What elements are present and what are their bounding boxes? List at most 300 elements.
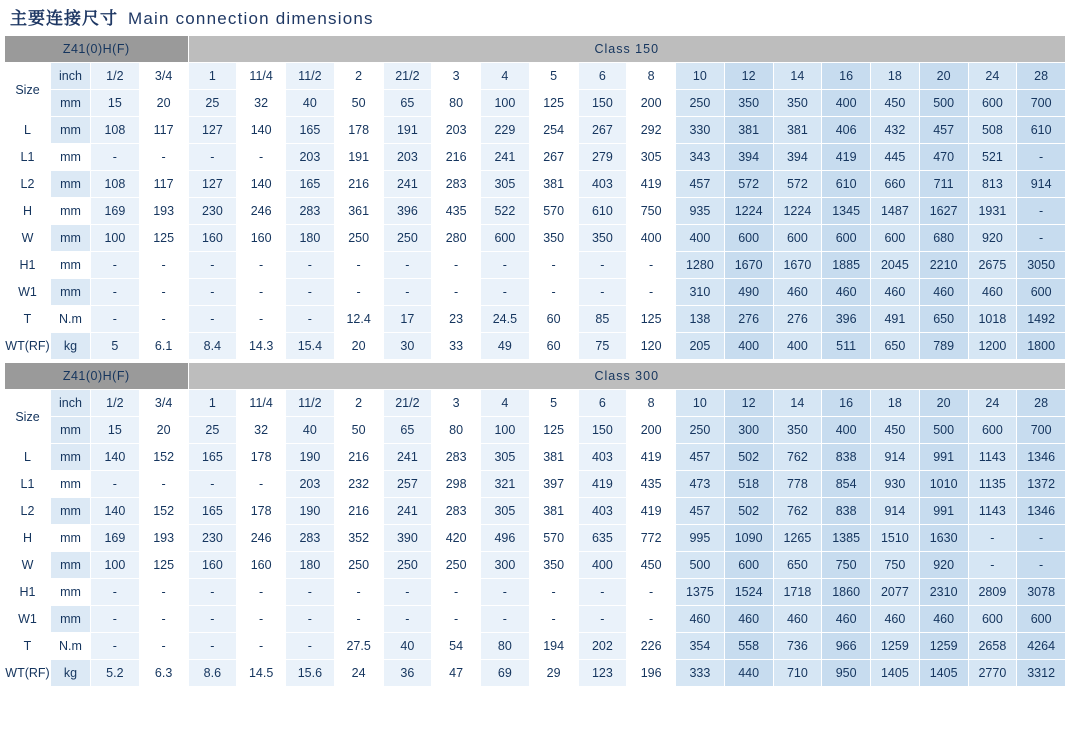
size-inch-cell: 20 — [919, 390, 968, 417]
row-label: W1 — [5, 606, 51, 633]
row-label: H1 — [5, 579, 51, 606]
data-cell: 196 — [627, 660, 676, 687]
data-cell: 2770 — [968, 660, 1017, 687]
data-cell: - — [481, 279, 530, 306]
data-cell: 403 — [578, 171, 627, 198]
data-cell: 600 — [968, 606, 1017, 633]
data-cell: 216 — [334, 171, 383, 198]
size-mm-cell: 50 — [334, 90, 383, 117]
data-cell: 400 — [578, 552, 627, 579]
data-cell: - — [91, 279, 140, 306]
data-cell: - — [578, 579, 627, 606]
table-row — [5, 198, 1066, 225]
data-cell: 600 — [1017, 606, 1066, 633]
table-row — [5, 579, 1066, 606]
data-cell: 1090 — [724, 525, 773, 552]
data-cell: - — [1017, 525, 1066, 552]
data-cell: 125 — [139, 552, 188, 579]
size-inch-cell: 28 — [1017, 390, 1066, 417]
row-label: H — [5, 525, 51, 552]
data-cell: 500 — [676, 552, 725, 579]
data-cell: 1259 — [919, 633, 968, 660]
data-cell: 502 — [724, 444, 773, 471]
size-inch-cell: 14 — [773, 63, 822, 90]
size-inch-cell: 12 — [724, 390, 773, 417]
data-cell: 490 — [724, 279, 773, 306]
model-label: Z41(0)H(F) — [5, 36, 189, 63]
data-cell: 283 — [432, 171, 481, 198]
tables-host — [4, 35, 1066, 687]
data-cell: 1224 — [724, 198, 773, 225]
data-cell: - — [286, 279, 335, 306]
data-cell: 246 — [237, 525, 286, 552]
data-cell: 49 — [481, 333, 530, 360]
data-cell: 250 — [383, 552, 432, 579]
data-cell: 610 — [822, 171, 871, 198]
data-cell: 460 — [968, 279, 1017, 306]
data-cell: - — [432, 579, 481, 606]
data-cell: 1280 — [676, 252, 725, 279]
data-cell: 435 — [432, 198, 481, 225]
data-cell: - — [139, 279, 188, 306]
data-cell: - — [139, 606, 188, 633]
data-cell: - — [334, 606, 383, 633]
size-mm-cell: 100 — [481, 90, 530, 117]
data-cell: 457 — [676, 498, 725, 525]
data-cell: 85 — [578, 306, 627, 333]
table-row — [5, 660, 1066, 687]
data-cell: 190 — [286, 498, 335, 525]
data-cell: - — [237, 279, 286, 306]
data-cell: 1860 — [822, 579, 871, 606]
data-cell: 216 — [334, 444, 383, 471]
unit-inch: inch — [51, 63, 91, 90]
size-inch-cell: 3/4 — [139, 390, 188, 417]
data-cell: 280 — [432, 225, 481, 252]
page-title-en: Main connection dimensions — [128, 9, 374, 28]
size-inch-cell: 6 — [578, 63, 627, 90]
size-mm-cell: 450 — [871, 90, 920, 117]
size-inch-cell: 16 — [822, 390, 871, 417]
row-label: T — [5, 306, 51, 333]
row-label: L2 — [5, 498, 51, 525]
data-cell: 381 — [529, 444, 578, 471]
data-cell: 257 — [383, 471, 432, 498]
data-cell: 920 — [919, 552, 968, 579]
data-cell: 750 — [822, 552, 871, 579]
size-mm-cell: 400 — [822, 417, 871, 444]
data-cell: 381 — [724, 117, 773, 144]
dimension-table-2 — [4, 362, 1066, 687]
size-mm-cell: 250 — [676, 417, 725, 444]
data-cell: 108 — [91, 117, 140, 144]
data-cell: 1405 — [871, 660, 920, 687]
data-cell: 178 — [334, 117, 383, 144]
data-cell: - — [968, 552, 1017, 579]
table-row — [5, 471, 1066, 498]
model-label: Z41(0)H(F) — [5, 363, 189, 390]
data-cell: 1492 — [1017, 306, 1066, 333]
unit-inch: inch — [51, 390, 91, 417]
size-inch-cell: 14 — [773, 390, 822, 417]
data-cell: 1487 — [871, 198, 920, 225]
data-cell: 100 — [91, 552, 140, 579]
page-title — [4, 0, 1066, 35]
data-cell: - — [237, 633, 286, 660]
data-cell: 283 — [432, 498, 481, 525]
data-cell: 125 — [627, 306, 676, 333]
data-cell: - — [91, 252, 140, 279]
data-cell: 254 — [529, 117, 578, 144]
data-cell: 460 — [773, 279, 822, 306]
data-cell: 230 — [188, 525, 237, 552]
size-inch-cell: 5 — [529, 390, 578, 417]
data-cell: 838 — [822, 444, 871, 471]
data-cell: 216 — [334, 498, 383, 525]
size-mm-cell: 200 — [627, 90, 676, 117]
data-cell: 160 — [188, 552, 237, 579]
data-cell: 558 — [724, 633, 773, 660]
data-cell: 350 — [578, 225, 627, 252]
data-cell: - — [383, 606, 432, 633]
data-cell: 283 — [432, 444, 481, 471]
size-inch-cell: 12 — [724, 63, 773, 90]
data-cell: 47 — [432, 660, 481, 687]
data-cell: 991 — [919, 444, 968, 471]
data-cell: - — [529, 606, 578, 633]
page-title-cn: 主要连接尺寸 — [10, 9, 118, 28]
data-cell: 241 — [383, 498, 432, 525]
size-mm-cell: 80 — [432, 417, 481, 444]
data-cell: 354 — [676, 633, 725, 660]
data-cell: 600 — [822, 225, 871, 252]
data-cell: 120 — [627, 333, 676, 360]
data-cell: 1375 — [676, 579, 725, 606]
row-label: H1 — [5, 252, 51, 279]
table-row — [5, 444, 1066, 471]
data-cell: 27.5 — [334, 633, 383, 660]
size-mm-cell: 25 — [188, 417, 237, 444]
row-unit: mm — [51, 225, 91, 252]
data-cell: 191 — [383, 117, 432, 144]
data-cell: 169 — [91, 525, 140, 552]
row-label: H — [5, 198, 51, 225]
data-cell: 750 — [627, 198, 676, 225]
row-label-size: Size — [5, 390, 51, 444]
data-cell: 152 — [139, 444, 188, 471]
data-cell: 20 — [334, 333, 383, 360]
row-unit: mm — [51, 171, 91, 198]
data-cell: - — [237, 579, 286, 606]
size-mm-cell: 600 — [968, 417, 1017, 444]
row-unit: mm — [51, 252, 91, 279]
data-cell: 190 — [286, 444, 335, 471]
data-cell: 125 — [139, 225, 188, 252]
data-cell: 24 — [334, 660, 383, 687]
data-cell: 419 — [627, 498, 676, 525]
row-unit: mm — [51, 444, 91, 471]
dimension-table-1 — [4, 35, 1066, 360]
data-cell: - — [578, 279, 627, 306]
data-cell: 250 — [334, 552, 383, 579]
size-mm-cell: 15 — [91, 90, 140, 117]
data-cell: 5.2 — [91, 660, 140, 687]
data-cell: 403 — [578, 444, 627, 471]
data-cell: - — [237, 606, 286, 633]
data-cell: - — [383, 252, 432, 279]
data-cell: - — [334, 279, 383, 306]
data-cell: 1346 — [1017, 498, 1066, 525]
data-cell: - — [91, 471, 140, 498]
data-cell: - — [188, 633, 237, 660]
size-inch-row — [5, 63, 1066, 90]
data-cell: 762 — [773, 498, 822, 525]
data-cell: 1405 — [919, 660, 968, 687]
data-cell: 460 — [724, 606, 773, 633]
row-label: T — [5, 633, 51, 660]
data-cell: - — [286, 306, 335, 333]
data-cell: 600 — [871, 225, 920, 252]
data-cell: 15.4 — [286, 333, 335, 360]
size-inch-cell: 8 — [627, 63, 676, 90]
data-cell: 460 — [871, 279, 920, 306]
data-cell: 460 — [822, 279, 871, 306]
data-cell: 854 — [822, 471, 871, 498]
data-cell: 305 — [481, 498, 530, 525]
table-row — [5, 333, 1066, 360]
data-cell: 123 — [578, 660, 627, 687]
data-cell: 457 — [919, 117, 968, 144]
data-cell: - — [334, 252, 383, 279]
data-cell: 203 — [286, 471, 335, 498]
size-inch-cell: 18 — [871, 390, 920, 417]
data-cell: 292 — [627, 117, 676, 144]
data-cell: 250 — [334, 225, 383, 252]
data-cell: 572 — [773, 171, 822, 198]
data-cell: 80 — [481, 633, 530, 660]
data-cell: - — [91, 606, 140, 633]
data-cell: - — [286, 606, 335, 633]
data-cell: - — [1017, 144, 1066, 171]
size-inch-cell: 20 — [919, 63, 968, 90]
size-mm-cell: 350 — [773, 417, 822, 444]
size-inch-cell: 16 — [822, 63, 871, 90]
data-cell: 193 — [139, 525, 188, 552]
size-mm-cell: 20 — [139, 417, 188, 444]
data-cell: 202 — [578, 633, 627, 660]
data-cell: 394 — [724, 144, 773, 171]
data-cell: 511 — [822, 333, 871, 360]
size-inch-cell: 21/2 — [383, 63, 432, 90]
size-inch-cell: 2 — [334, 63, 383, 90]
data-cell: 400 — [773, 333, 822, 360]
data-cell: 330 — [676, 117, 725, 144]
data-cell: 400 — [724, 333, 773, 360]
data-cell: 305 — [627, 144, 676, 171]
data-cell: 203 — [383, 144, 432, 171]
data-cell: 100 — [91, 225, 140, 252]
data-cell: - — [188, 606, 237, 633]
data-cell: 8.4 — [188, 333, 237, 360]
data-cell: 914 — [871, 444, 920, 471]
data-cell: 203 — [432, 117, 481, 144]
data-cell: 2045 — [871, 252, 920, 279]
data-cell: - — [286, 579, 335, 606]
data-cell: - — [432, 252, 481, 279]
data-cell: 180 — [286, 552, 335, 579]
data-cell: 1670 — [773, 252, 822, 279]
data-cell: - — [237, 144, 286, 171]
data-cell: 473 — [676, 471, 725, 498]
data-cell: 930 — [871, 471, 920, 498]
pressure-class-label: Class 150 — [188, 36, 1066, 63]
size-inch-cell: 1 — [188, 63, 237, 90]
data-cell: - — [1017, 198, 1066, 225]
data-cell: 343 — [676, 144, 725, 171]
row-unit: mm — [51, 117, 91, 144]
data-cell: 4264 — [1017, 633, 1066, 660]
data-cell: 762 — [773, 444, 822, 471]
size-inch-cell: 3 — [432, 390, 481, 417]
size-inch-cell: 21/2 — [383, 390, 432, 417]
data-cell: - — [139, 252, 188, 279]
data-cell: 203 — [286, 144, 335, 171]
data-cell: 600 — [724, 552, 773, 579]
row-unit: mm — [51, 198, 91, 225]
table-row — [5, 498, 1066, 525]
data-cell: 381 — [773, 117, 822, 144]
data-cell: 650 — [871, 333, 920, 360]
data-cell: - — [139, 144, 188, 171]
data-cell: - — [578, 252, 627, 279]
size-inch-cell: 4 — [481, 63, 530, 90]
size-mm-cell: 50 — [334, 417, 383, 444]
data-cell: 396 — [383, 198, 432, 225]
data-cell: - — [91, 144, 140, 171]
unit-mm: mm — [51, 417, 91, 444]
data-cell: 2675 — [968, 252, 1017, 279]
row-unit: mm — [51, 525, 91, 552]
data-cell: 610 — [1017, 117, 1066, 144]
data-cell: 390 — [383, 525, 432, 552]
row-label: WT(RF) — [5, 660, 51, 687]
data-cell: 1346 — [1017, 444, 1066, 471]
data-cell: 460 — [871, 606, 920, 633]
data-cell: - — [91, 306, 140, 333]
data-cell: 920 — [968, 225, 1017, 252]
unit-mm: mm — [51, 90, 91, 117]
data-cell: 333 — [676, 660, 725, 687]
data-cell: - — [139, 579, 188, 606]
data-cell: 460 — [676, 606, 725, 633]
table-row — [5, 279, 1066, 306]
data-cell: 241 — [383, 171, 432, 198]
size-mm-cell: 150 — [578, 417, 627, 444]
data-cell: 2809 — [968, 579, 1017, 606]
data-cell: 457 — [676, 444, 725, 471]
data-cell: 321 — [481, 471, 530, 498]
size-mm-row — [5, 417, 1066, 444]
data-cell: 216 — [432, 144, 481, 171]
data-cell: - — [383, 579, 432, 606]
data-cell: 502 — [724, 498, 773, 525]
size-mm-cell: 25 — [188, 90, 237, 117]
data-cell: 496 — [481, 525, 530, 552]
data-cell: - — [627, 252, 676, 279]
data-cell: 140 — [91, 498, 140, 525]
row-label-size: Size — [5, 63, 51, 117]
size-inch-cell: 11/2 — [286, 390, 335, 417]
data-cell: - — [91, 633, 140, 660]
data-cell: 232 — [334, 471, 383, 498]
data-cell: 521 — [968, 144, 1017, 171]
data-cell: 127 — [188, 117, 237, 144]
size-mm-cell: 32 — [237, 90, 286, 117]
data-cell: 1265 — [773, 525, 822, 552]
data-cell: 165 — [188, 498, 237, 525]
data-cell: 1931 — [968, 198, 1017, 225]
data-cell: 778 — [773, 471, 822, 498]
size-inch-cell: 28 — [1017, 63, 1066, 90]
data-cell: 169 — [91, 198, 140, 225]
size-mm-cell: 600 — [968, 90, 1017, 117]
data-cell: 935 — [676, 198, 725, 225]
data-cell: 165 — [286, 171, 335, 198]
table-row — [5, 225, 1066, 252]
table-row — [5, 633, 1066, 660]
data-cell: - — [432, 606, 481, 633]
data-cell: 991 — [919, 498, 968, 525]
data-cell: 1200 — [968, 333, 1017, 360]
data-cell: - — [139, 633, 188, 660]
data-cell: - — [237, 306, 286, 333]
data-cell: 600 — [1017, 279, 1066, 306]
row-unit: mm — [51, 144, 91, 171]
data-cell: 250 — [383, 225, 432, 252]
data-cell: 117 — [139, 171, 188, 198]
data-cell: 160 — [237, 552, 286, 579]
data-cell: 14.3 — [237, 333, 286, 360]
size-inch-cell: 6 — [578, 390, 627, 417]
row-unit: mm — [51, 552, 91, 579]
data-cell: 160 — [237, 225, 286, 252]
data-cell: - — [627, 606, 676, 633]
data-cell: - — [383, 279, 432, 306]
size-inch-cell: 2 — [334, 390, 383, 417]
data-cell: 60 — [529, 306, 578, 333]
table-row — [5, 252, 1066, 279]
data-cell: 138 — [676, 306, 725, 333]
data-cell: 241 — [383, 444, 432, 471]
size-mm-cell: 32 — [237, 417, 286, 444]
data-cell: 381 — [529, 171, 578, 198]
row-unit: kg — [51, 333, 91, 360]
data-cell: 361 — [334, 198, 383, 225]
row-unit: mm — [51, 498, 91, 525]
data-cell: 180 — [286, 225, 335, 252]
data-cell: 1224 — [773, 198, 822, 225]
size-mm-cell: 700 — [1017, 90, 1066, 117]
data-cell: 298 — [432, 471, 481, 498]
data-cell: 279 — [578, 144, 627, 171]
data-cell: 165 — [188, 444, 237, 471]
data-cell: 680 — [919, 225, 968, 252]
size-inch-cell: 8 — [627, 390, 676, 417]
data-cell: 950 — [822, 660, 871, 687]
data-cell: 2310 — [919, 579, 968, 606]
size-mm-cell: 300 — [724, 417, 773, 444]
data-cell: 300 — [481, 552, 530, 579]
